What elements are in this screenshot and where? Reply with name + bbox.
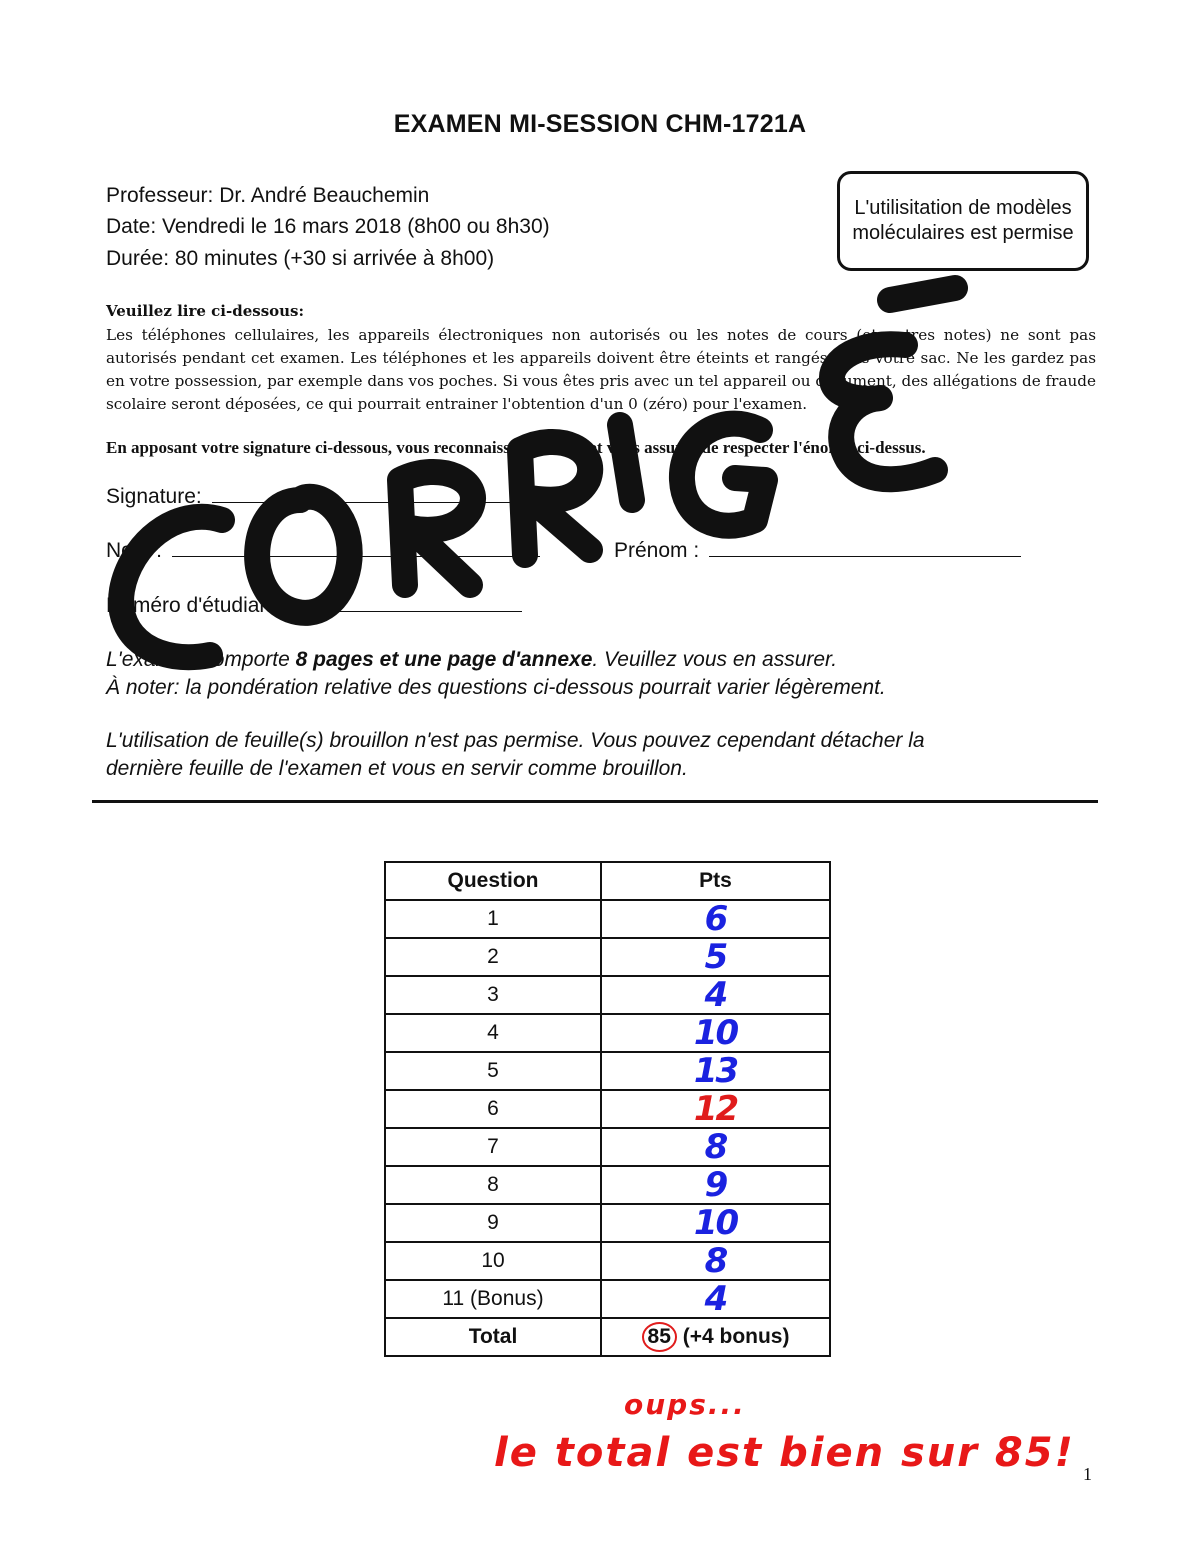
warning-title: Veuillez lire ci-dessous:: [106, 302, 305, 320]
question-number: 9: [385, 1204, 601, 1242]
handwritten-oups: oups...: [624, 1388, 746, 1421]
nom-field[interactable]: [106, 538, 540, 563]
points-value: 12: [601, 1090, 830, 1128]
points-table: [384, 861, 831, 1357]
table-row: [385, 1204, 830, 1242]
handwritten-total-note: le total est bien sur 85!: [494, 1430, 1075, 1476]
points-value: 4: [601, 976, 830, 1014]
exam-title: EXAMEN MI-SESSION CHM-1721A: [393, 110, 807, 138]
points-value: 8: [601, 1242, 830, 1280]
points-value: 6: [601, 900, 830, 938]
instruction-pages-emph: 8 pages et une page d'annexe: [295, 648, 593, 671]
question-number: 6: [385, 1090, 601, 1128]
table-row: [385, 1090, 830, 1128]
instruction-pages: [106, 646, 1106, 674]
table-row: [385, 1014, 830, 1052]
separator-rule: [92, 800, 1098, 803]
table-row: [385, 1128, 830, 1166]
date-line: Date: Vendredi le 16 mars 2018 (8h00 ou 8h30): [106, 215, 550, 238]
total-cell: [601, 1318, 830, 1356]
student-number-label: Numéro d'étudiant :: [106, 594, 289, 617]
scratch-paper-instructions: [106, 727, 1106, 783]
stamp-letter-i: [620, 425, 632, 500]
student-number-field[interactable]: [106, 593, 522, 618]
total-label: Total: [385, 1318, 601, 1356]
question-number: 8: [385, 1166, 601, 1204]
scratch-line-2: dernière feuille de l'examen et vous en servir comme brouillon.: [106, 757, 688, 780]
attestation-statement: En apposant votre signature ci-dessous, vous reconnaissez avoir lu et vous assurer de respecter l'énoncé ci-dessus.: [106, 438, 926, 457]
prenom-blank[interactable]: [709, 538, 1021, 557]
prenom-field[interactable]: [614, 538, 1021, 563]
points-value: 13: [601, 1052, 830, 1090]
signature-field[interactable]: [106, 484, 568, 509]
duration-line: Durée: 80 minutes (+30 si arrivée à 8h00): [106, 247, 495, 270]
question-number: 1: [385, 900, 601, 938]
total-row: [385, 1318, 830, 1356]
table-row: [385, 1166, 830, 1204]
points-value: 5: [601, 938, 830, 976]
instruction-pages-c: . Veuillez vous en assurer.: [592, 648, 838, 671]
warning-body: Les téléphones cellulaires, les appareils électroniques non autorisés ou les notes de cours (et autres notes) ne sont pas autorisés pendant cet examen. Les téléphones et les appareils doivent être éteints et rangés dans votre sac. Ne les gardez pas en votre possession, par exemple dans vos poches. Si vous êtes pris avec un tel appareil ou document, des allégations de fraude scolaire seront déposées, ce qui pourrait entrainer l'obtention d'un 0 (zéro) pour l'examen.: [106, 326, 1096, 413]
instruction-weighting: À noter: la pondération relative des questions ci-dessous pourrait varier légèrement.: [106, 676, 886, 699]
question-number: 3: [385, 976, 601, 1014]
instruction-pages-a: L'examen comporte: [106, 648, 296, 671]
professor-line: Professeur: Dr. André Beauchemin: [106, 184, 430, 207]
student-number-blank[interactable]: [298, 593, 522, 612]
question-number: 10: [385, 1242, 601, 1280]
header-question: Question: [385, 862, 601, 900]
signature-blank[interactable]: [212, 484, 568, 503]
points-value: 4: [601, 1280, 830, 1318]
page-number: 1: [1083, 1464, 1092, 1484]
table-row: [385, 1242, 830, 1280]
question-number: 5: [385, 1052, 601, 1090]
total-value: 85: [642, 1322, 677, 1352]
stamp-accent: [890, 288, 955, 300]
question-number: 7: [385, 1128, 601, 1166]
question-number: 2: [385, 938, 601, 976]
points-value: 10: [601, 1204, 830, 1242]
points-value: 10: [601, 1014, 830, 1052]
points-value: 8: [601, 1128, 830, 1166]
table-row: [385, 1280, 830, 1318]
table-header-row: [385, 862, 830, 900]
total-bonus: (+4 bonus): [682, 1325, 790, 1348]
points-value: 9: [601, 1166, 830, 1204]
question-number: 11 (Bonus): [385, 1280, 601, 1318]
prenom-label: Prénom :: [614, 539, 700, 562]
signature-label: Signature:: [106, 485, 202, 508]
scratch-line-1: L'utilisation de feuille(s) brouillon n'est pas permise. Vous pouvez cependant détacher la: [106, 729, 925, 752]
header-pts: Pts: [601, 862, 830, 900]
table-row: [385, 938, 830, 976]
exam-instructions: [106, 646, 1106, 702]
table-row: [385, 900, 830, 938]
notice-text: L'utilisitation de modèles moléculaires est permise: [852, 197, 1074, 244]
question-number: 4: [385, 1014, 601, 1052]
table-row: [385, 976, 830, 1014]
nom-blank[interactable]: [172, 538, 540, 557]
models-allowed-notice: [837, 171, 1089, 271]
nom-label: Nom :: [106, 539, 163, 562]
table-row: [385, 1052, 830, 1090]
